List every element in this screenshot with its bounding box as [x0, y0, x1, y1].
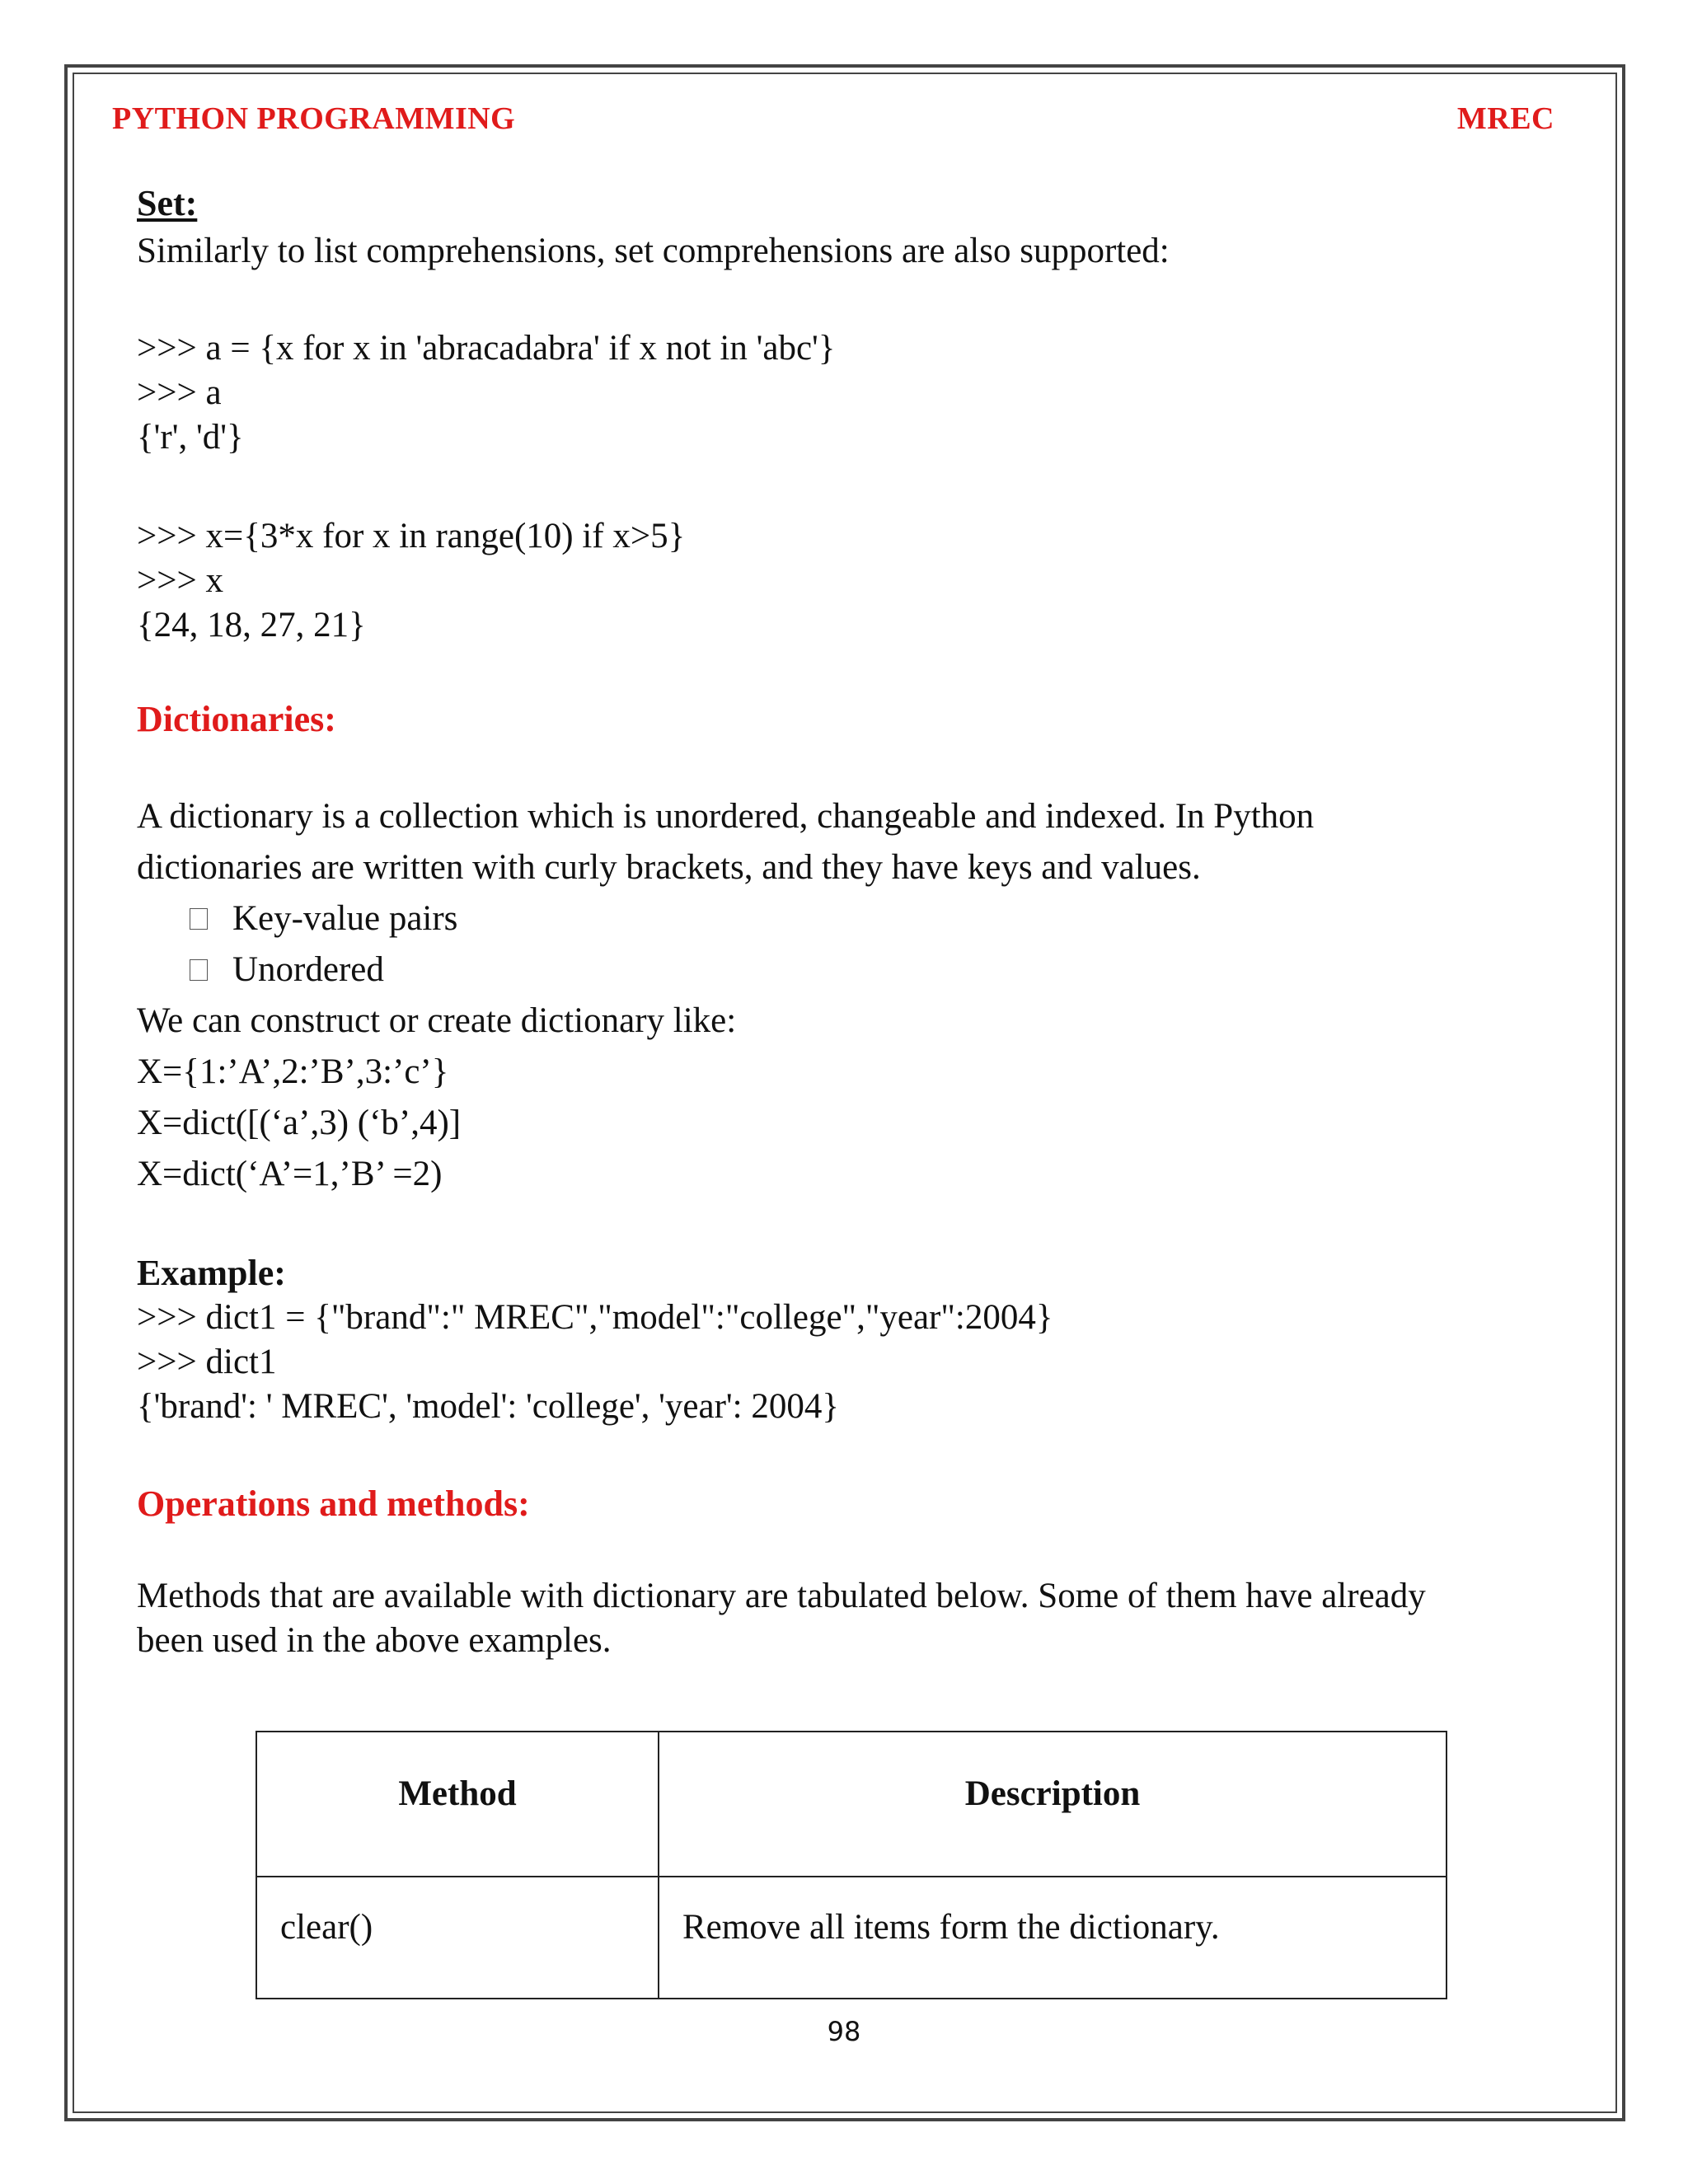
operations-paragraph: [137, 1574, 1554, 1663]
code-line: {'r', 'd'}: [137, 418, 244, 457]
list-item: [190, 893, 1554, 944]
checkbox-bullet-icon: [190, 959, 208, 981]
code-line: >>> dict1 = {"brand":" MREC","model":"college","year":2004}: [137, 1298, 1053, 1337]
set-intro: Similarly to list comprehensions, set comprehensions are also supported:: [137, 232, 1170, 270]
page-number: 98: [827, 2016, 861, 2047]
paragraph-line: been used in the above examples.: [137, 1621, 612, 1660]
operations-heading: Operations and methods:: [137, 1483, 530, 1524]
set-code-block-2: [137, 514, 1554, 648]
code-line: >>> a: [137, 373, 222, 412]
code-line: >>> x: [137, 561, 224, 600]
code-line: >>> x={3*x for x in range(10) if x>5}: [137, 517, 686, 555]
paragraph-line: A dictionary is a collection which is unordered, changeable and indexed. In Python: [137, 797, 1315, 836]
description-cell: Remove all items form the dictionary.: [659, 1877, 1447, 1999]
list-item: [190, 944, 1554, 996]
dictionary-construct-block: [137, 996, 1554, 1200]
page-content: [137, 181, 1554, 1663]
header-institution: MREC: [1456, 101, 1554, 136]
set-heading: Set:: [137, 183, 198, 223]
construct-intro: We can construct or create dictionary like:: [137, 1001, 737, 1040]
construct-line: X=dict([(‘a’,3) (‘b’,4)]: [137, 1104, 462, 1142]
code-line: {24, 18, 27, 21}: [137, 606, 366, 644]
paragraph-line: Methods that are available with dictionary are tabulated below. Some of them have already: [137, 1577, 1426, 1615]
method-cell: clear(): [256, 1877, 659, 1999]
paragraph-line: dictionaries are written with curly brackets, and they have keys and values.: [137, 848, 1201, 887]
dictionaries-paragraph: [137, 791, 1554, 893]
example-heading: Example:: [137, 1253, 286, 1293]
code-line: >>> dict1: [137, 1343, 277, 1381]
checkbox-bullet-icon: [190, 908, 208, 930]
table-row: [256, 1877, 1447, 1999]
table-header-row: [256, 1732, 1447, 1877]
column-header-description: Description: [659, 1732, 1447, 1877]
methods-table: [256, 1731, 1447, 1999]
column-header-method: Method: [256, 1732, 659, 1877]
dictionaries-heading: Dictionaries:: [137, 699, 336, 739]
header-title: PYTHON PROGRAMMING: [112, 101, 516, 136]
construct-line: X=dict(‘A’=1,’B’ =2): [137, 1155, 443, 1193]
bullet-text: Key-value pairs: [232, 899, 458, 938]
code-line: {'brand': ' MREC', 'model': 'college', 'year': 2004}: [137, 1387, 839, 1426]
construct-line: X={1:’A’,2:’B’,3:’c’}: [137, 1052, 449, 1091]
example-code-block: [137, 1296, 1554, 1429]
bullet-text: Unordered: [232, 950, 384, 989]
code-line: >>> a = {x for x in 'abracadabra' if x not in 'abc'}: [137, 329, 836, 368]
dictionaries-bullet-list: [137, 893, 1554, 996]
set-code-block-1: [137, 326, 1554, 460]
